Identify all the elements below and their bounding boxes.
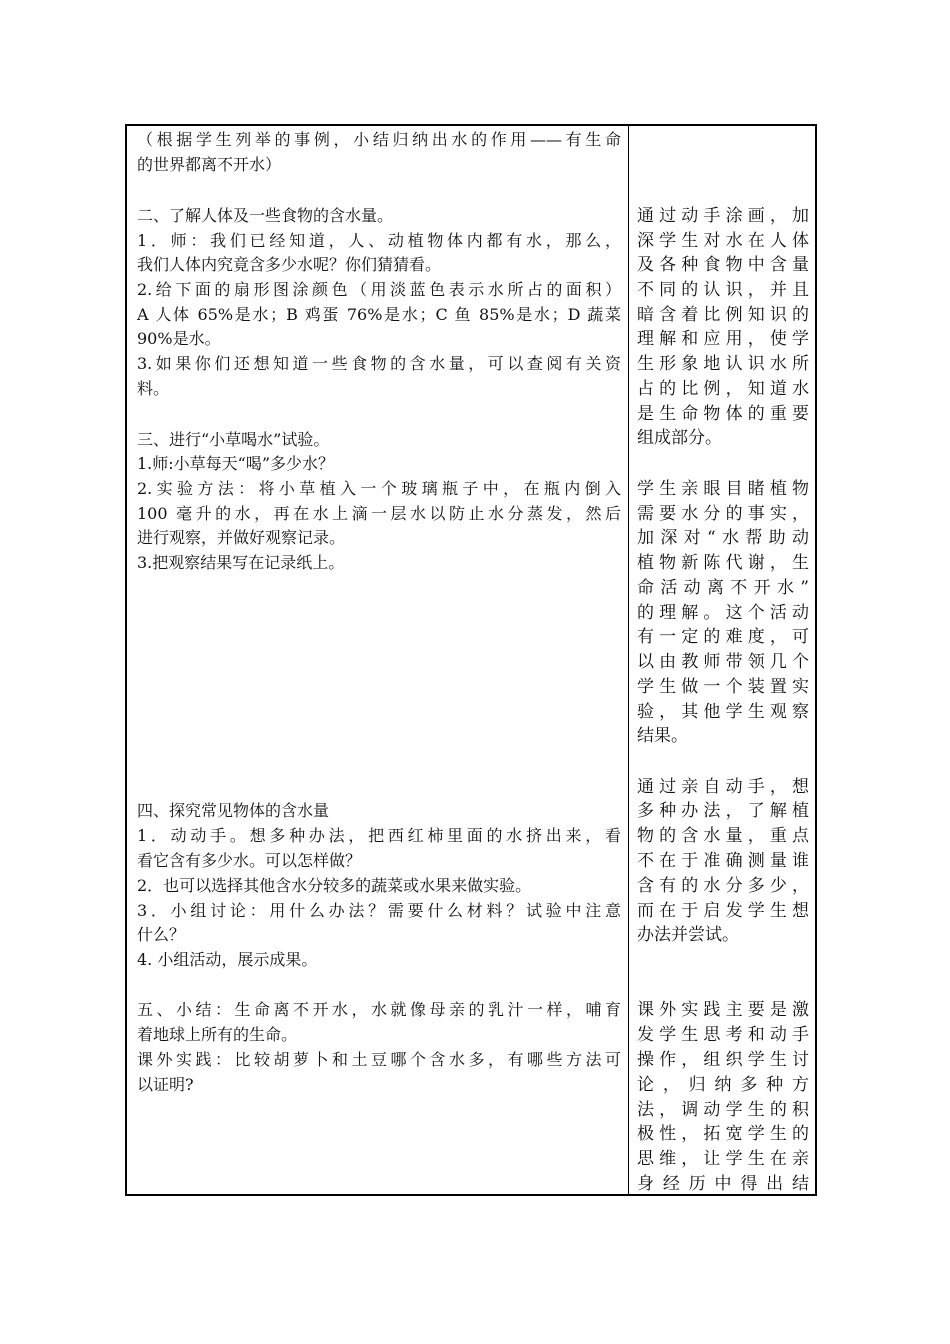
note-line: 有一定的难度，可 (637, 627, 809, 647)
text-line: 以证明? (137, 1075, 194, 1094)
note-line: 植物新陈代谢，生 (637, 553, 809, 573)
note-line: 不同的认识，并且 (637, 280, 809, 300)
text-line: 2．也可以选择其他含水分较多的蔬菜或水果来做实验。 (137, 876, 532, 895)
column-divider (628, 126, 629, 1194)
note-line: 身经历中得出结 (637, 1174, 809, 1194)
note-line: 验，其他学生观察 (637, 702, 809, 722)
note-line: 组成部分。 (637, 428, 722, 448)
text-line: 1．动动手。想多种办法，把西红柿里面的水挤出来，看 (137, 826, 621, 845)
text-line: 的世界都离不开水） (137, 155, 282, 174)
note-line: 深学生对水在人体 (637, 231, 809, 251)
section-heading: 四、探究常见物体的含水量 (137, 801, 330, 820)
note-line: 不在于准确测量谁 (637, 851, 809, 871)
text-line: 2.给下面的扇形图涂颜色（用淡蓝色表示水所占的面积） (137, 280, 621, 299)
note-line: 物的含水量，重点 (637, 826, 809, 846)
section-heading: 二、了解人体及一些食物的含水量。 (137, 206, 394, 225)
note-line: 多种办法，了解植 (637, 801, 809, 821)
note-line: 操作，组织学生讨 (637, 1050, 809, 1070)
text-line: 3.如果你们还想知道一些食物的含水量，可以查阅有关资 (137, 354, 621, 373)
note-line: 暗含着比例知识的 (637, 305, 809, 325)
note-line: 发学生思考和动手 (637, 1025, 809, 1045)
text-line: 4. 小组活动，展示成果。 (137, 950, 318, 969)
note-line: 及各种食物中含量 (637, 255, 809, 275)
note-line: 加深对“水帮助动 (637, 528, 809, 548)
note-line: 理解和应用，使学 (637, 329, 809, 349)
note-line: 思维，让学生在亲 (637, 1149, 809, 1169)
text-line: 我们人体内究竟含多少水呢？你们猜猜看。 (137, 255, 442, 274)
text-line: 看它含有多少水。可以怎样做？ (137, 851, 362, 870)
text-line: 什么？ (137, 925, 186, 944)
text-line: 课外实践：比较胡萝卜和土豆哪个含水多，有哪些方法可 (137, 1050, 621, 1069)
note-line: 命活动离不开水” (637, 578, 809, 598)
section-heading: 五、小结：生命离不开水，水就像母亲的乳汁一样，哺育 (137, 1000, 621, 1019)
text-line: 3.把观察结果写在记录纸上。 (137, 553, 345, 572)
note-line: 学生做一个装置实 (637, 677, 809, 697)
note-line: 论，归纳多种方 (637, 1075, 809, 1095)
note-line: 通过亲自动手，想 (637, 777, 809, 797)
text-line: 进行观察，并做好观察记录。 (137, 528, 346, 547)
note-line: 办法并尝试。 (637, 925, 739, 945)
note-line: 需要水分的事实， (637, 504, 809, 524)
text-line: 100 毫升的水，再在水上滴一层水以防止水分蒸发，然后 (137, 504, 621, 523)
note-line: 而在于启发学生想 (637, 901, 809, 921)
note-line: 是生命物体的重要 (637, 404, 809, 424)
text-line: 2.实验方法：将小草植入一个玻璃瓶子中，在瓶内倒入 (137, 479, 621, 498)
note-line: 以由教师带领几个 (637, 652, 809, 672)
text-line: 1.师:小草每天“喝”多少水？ (137, 454, 335, 473)
note-line: 生形象地认识水所 (637, 354, 809, 374)
text-line: A 人体 65%是水；B 鸡蛋 76%是水；C 鱼 85%是水；D 蔬菜 (137, 305, 621, 324)
note-line: 含有的水分多少， (637, 876, 809, 896)
section-heading: 三、进行“小草喝水”试验。 (137, 430, 330, 449)
note-line: 的理解。这个活动 (637, 603, 809, 623)
note-line: 法，调动学生的积 (637, 1100, 809, 1120)
note-line: 占的比例，知道水 (637, 379, 809, 399)
text-line: （根据学生列举的事例，小结归纳出水的作用——有生命 (137, 130, 621, 149)
note-line: 极性，拓宽学生的 (637, 1124, 809, 1144)
text-line: 3．小组讨论：用什么办法？需要什么材料？试验中注意 (137, 901, 621, 920)
text-line: 90%是水。 (137, 329, 221, 348)
text-line: 料。 (137, 379, 170, 398)
note-line: 课外实践主要是激 (637, 1000, 809, 1020)
text-line: 着地球上所有的生命。 (137, 1025, 298, 1044)
lesson-plan-table (125, 124, 817, 1196)
note-line: 通过动手涂画，加 (637, 206, 809, 226)
note-line: 学生亲眼目睹植物 (637, 479, 809, 499)
text-line: 1．师：我们已经知道，人、动植物体内都有水，那么， (137, 231, 621, 250)
note-line: 结果。 (637, 726, 688, 746)
